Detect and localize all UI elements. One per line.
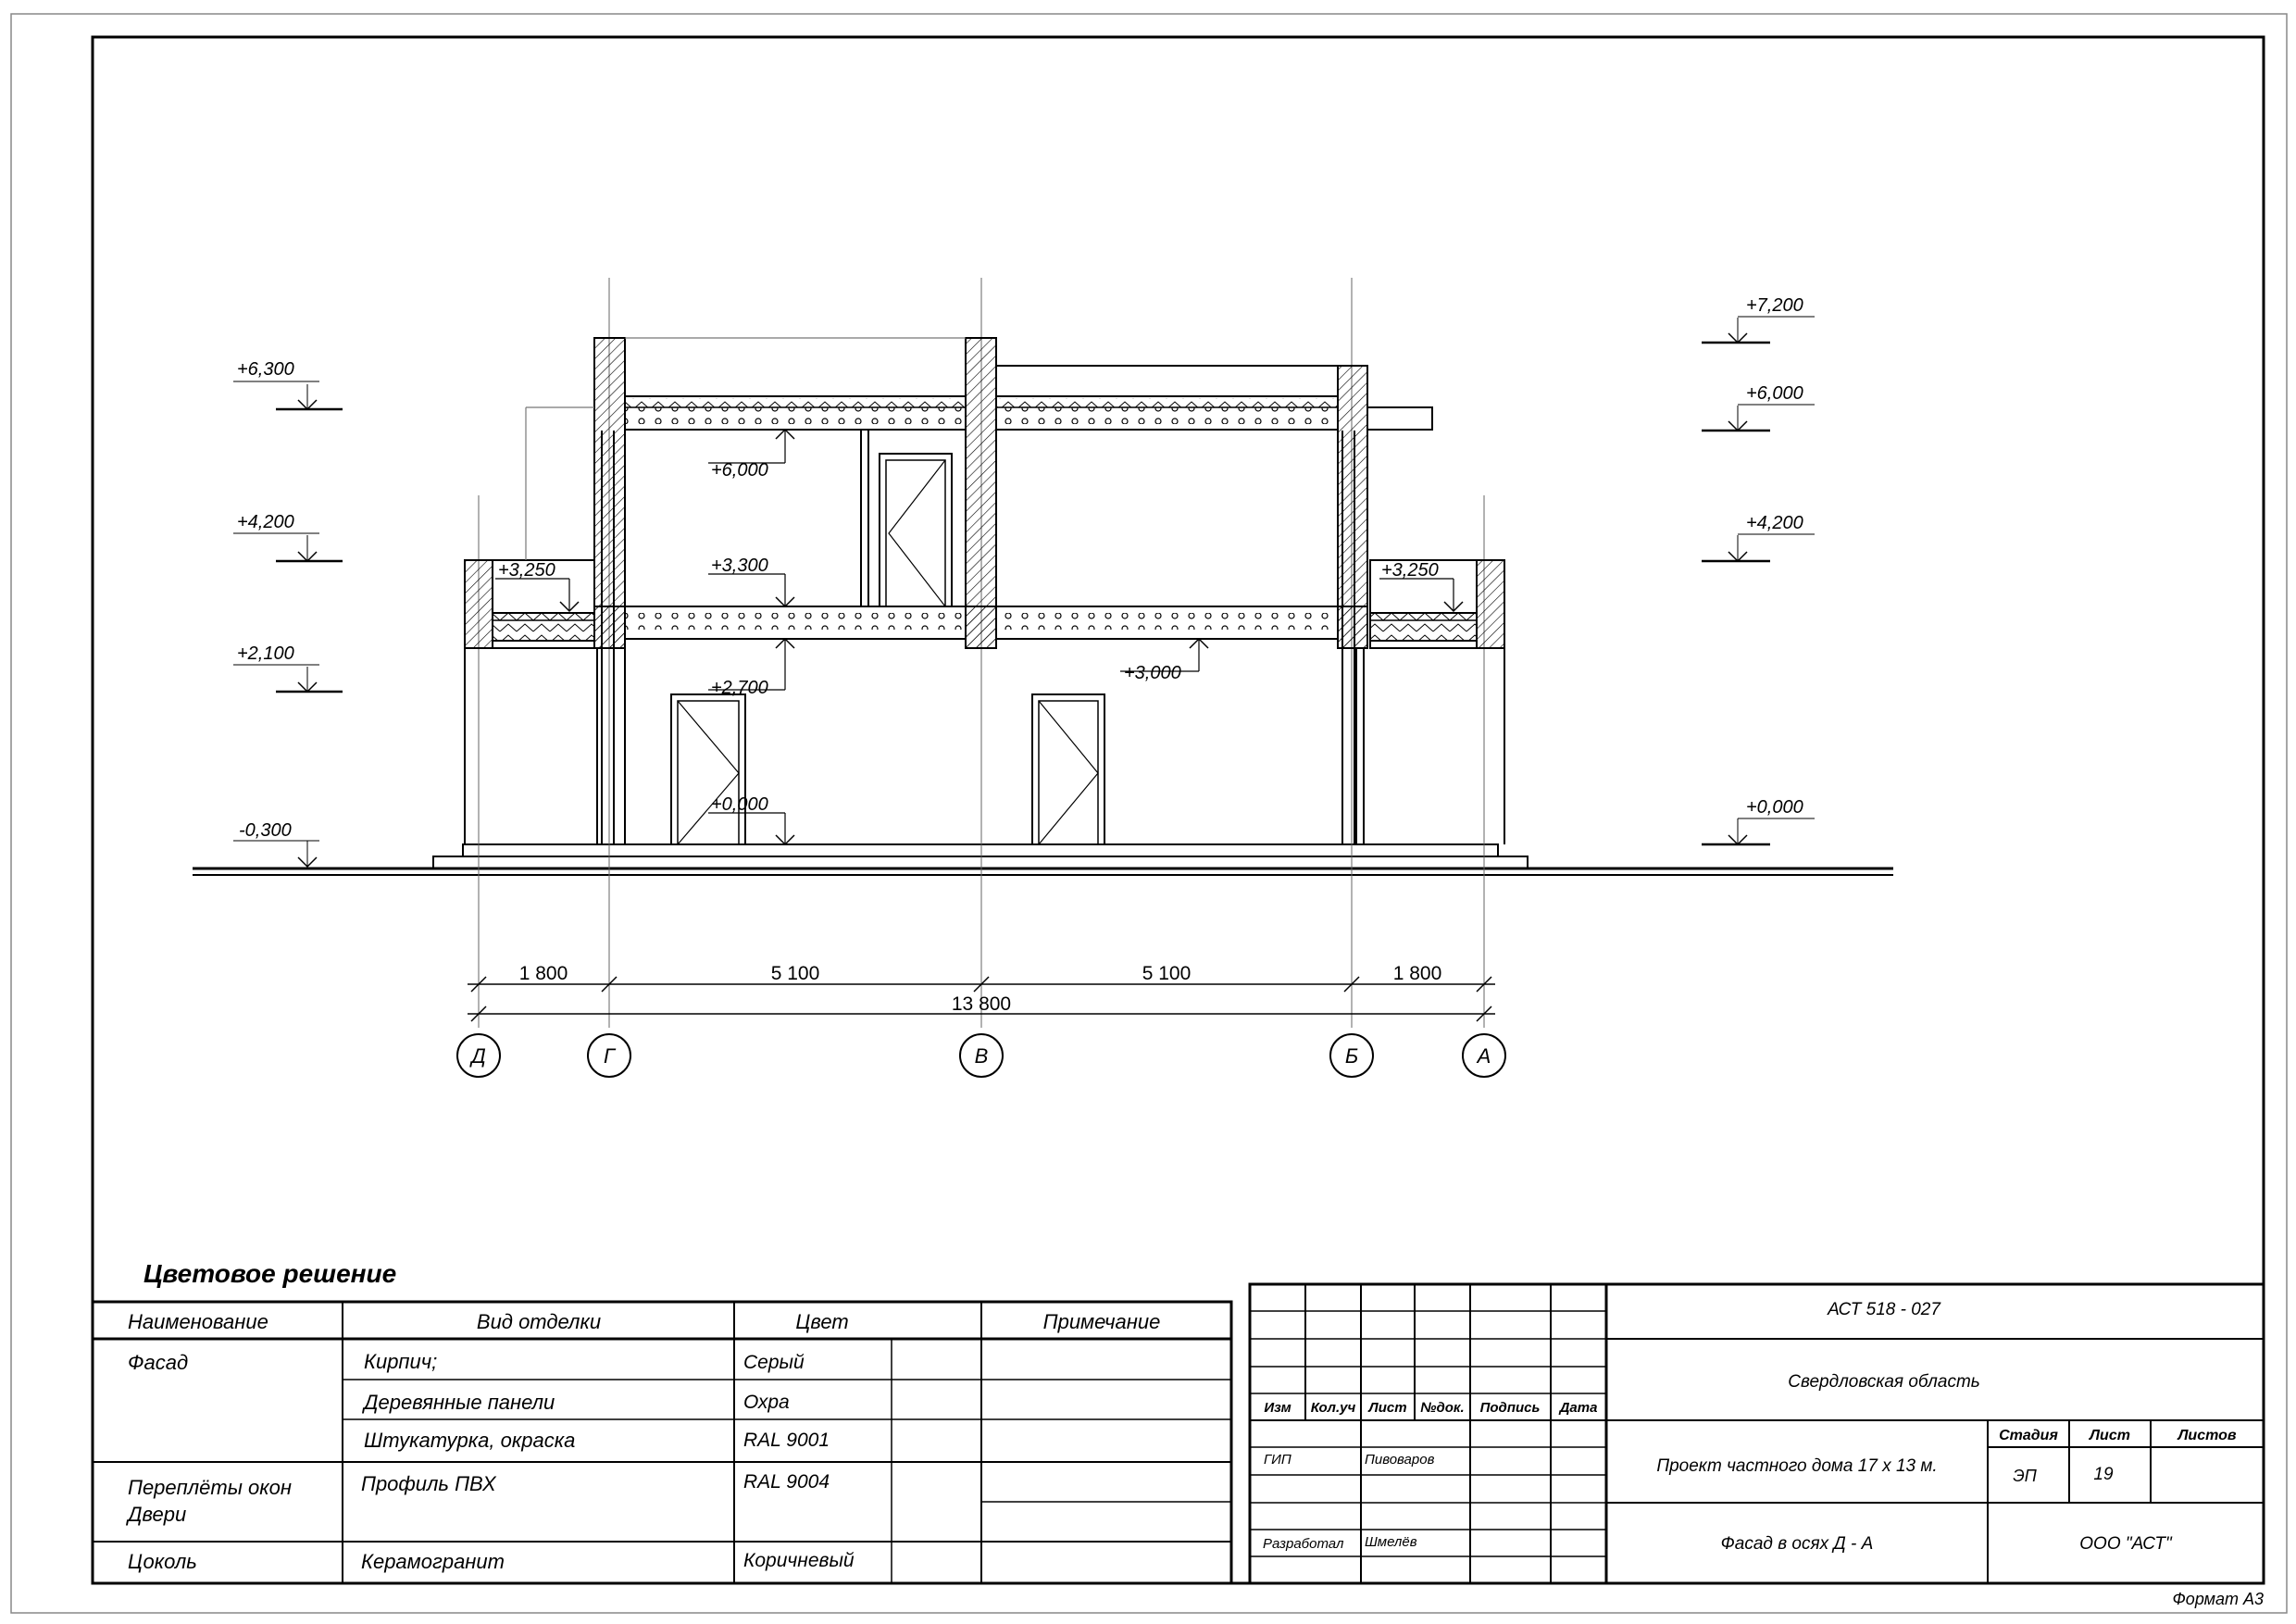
header-color: Цвет — [795, 1310, 849, 1333]
person-gip: Пивоваров — [1365, 1452, 1435, 1468]
level-right-3: +4,200 — [1746, 513, 1803, 533]
company: ООО "АСТ" — [2079, 1534, 2172, 1554]
level-floor1: +0,000 — [711, 794, 768, 815]
row2-color: Охра — [743, 1392, 790, 1413]
sheet-title: Фасад в осях Д - А — [1720, 1534, 1874, 1554]
col-podpis: Подпись — [1479, 1400, 1541, 1416]
row5-name: Цоколь — [128, 1550, 197, 1573]
stage-value: ЭП — [2013, 1467, 2037, 1485]
level-floor2-top: +6,000 — [711, 460, 768, 481]
level-slab-mid: +3,000 — [1124, 663, 1181, 683]
axis-G: Г — [604, 1044, 615, 1068]
region: Свердловская область — [1788, 1372, 1980, 1392]
level-right-1: +7,200 — [1746, 295, 1803, 316]
level-balcony-left: +3,250 — [498, 560, 555, 581]
sheets-label: Листов — [2177, 1428, 2237, 1443]
row1-finish: Кирпич; — [364, 1350, 438, 1373]
row3-finish: Штукатурка, окраска — [364, 1429, 576, 1452]
level-right-4: +0,000 — [1746, 797, 1803, 818]
stage-label: Стадия — [1999, 1428, 2058, 1443]
dimension-labels — [519, 963, 1442, 1015]
level-labels-right — [1738, 295, 1815, 818]
header-note: Примечание — [1042, 1310, 1161, 1333]
color-table-grid — [93, 1302, 1231, 1583]
person-developer: Шмелёв — [1365, 1534, 1417, 1550]
row4-name2: Двери — [128, 1503, 187, 1526]
sheet-label: Лист — [2090, 1428, 2130, 1443]
section-drawing — [193, 278, 1893, 1028]
dim-1: 1 800 — [518, 963, 568, 984]
axis-B: Б — [1344, 1044, 1359, 1068]
dim-2: 5 100 — [770, 963, 820, 984]
row5-finish: Керамогранит — [361, 1550, 505, 1573]
color-table-title: Цветовое решение — [144, 1259, 397, 1288]
level-labels-left — [233, 359, 319, 841]
level-left-3: +2,100 — [237, 643, 294, 664]
role-gip: ГИП — [1264, 1452, 1292, 1468]
format-label: Формат А3 — [2172, 1590, 2264, 1608]
row4-finish: Профиль ПВХ — [361, 1472, 496, 1495]
dim-total: 13 800 — [951, 993, 1012, 1015]
level-balcony-right: +3,250 — [1381, 560, 1439, 581]
level-left-1: +6,300 — [237, 359, 294, 380]
col-koluch: Кол.уч — [1310, 1400, 1356, 1416]
row3-color: RAL 9001 — [743, 1430, 830, 1451]
level-right-2: +6,000 — [1746, 383, 1803, 404]
axis-A: А — [1477, 1044, 1491, 1068]
role-developer: Разработал — [1263, 1536, 1344, 1552]
level-opening-top: +2,700 — [711, 678, 768, 698]
row2-finish: Деревянные панели — [364, 1391, 555, 1414]
dim-4: 1 800 — [1392, 963, 1442, 984]
row1-color: Серый — [743, 1352, 805, 1373]
doc-code: АСТ 518 - 027 — [1828, 1300, 1940, 1319]
col-izm: Изм — [1264, 1400, 1292, 1416]
level-marks-left — [276, 384, 343, 867]
col-ndok: №док. — [1420, 1400, 1465, 1416]
level-left-2: +4,200 — [237, 512, 294, 532]
row4-name: Переплёты окон — [128, 1476, 292, 1499]
dim-3: 5 100 — [1142, 963, 1192, 984]
level-left-4: -0,300 — [239, 820, 292, 841]
row4-color: RAL 9004 — [743, 1471, 830, 1493]
axis-V: В — [974, 1044, 989, 1068]
row1-name: Фасад — [128, 1351, 189, 1374]
row5-color: Коричневый — [743, 1550, 855, 1571]
header-finish: Вид отделки — [476, 1310, 602, 1333]
header-name: Наименование — [128, 1310, 268, 1333]
level-floor2-bottom: +3,300 — [711, 556, 768, 576]
color-table-headers — [128, 1310, 1160, 1333]
col-data: Дата — [1559, 1400, 1598, 1416]
sheet-number: 19 — [2093, 1465, 2114, 1484]
col-list: Лист — [1368, 1400, 1407, 1416]
axis-bubbles — [457, 1034, 1505, 1077]
project-name: Проект частного дома 17 х 13 м. — [1656, 1456, 1938, 1476]
axis-D: Д — [471, 1044, 486, 1068]
